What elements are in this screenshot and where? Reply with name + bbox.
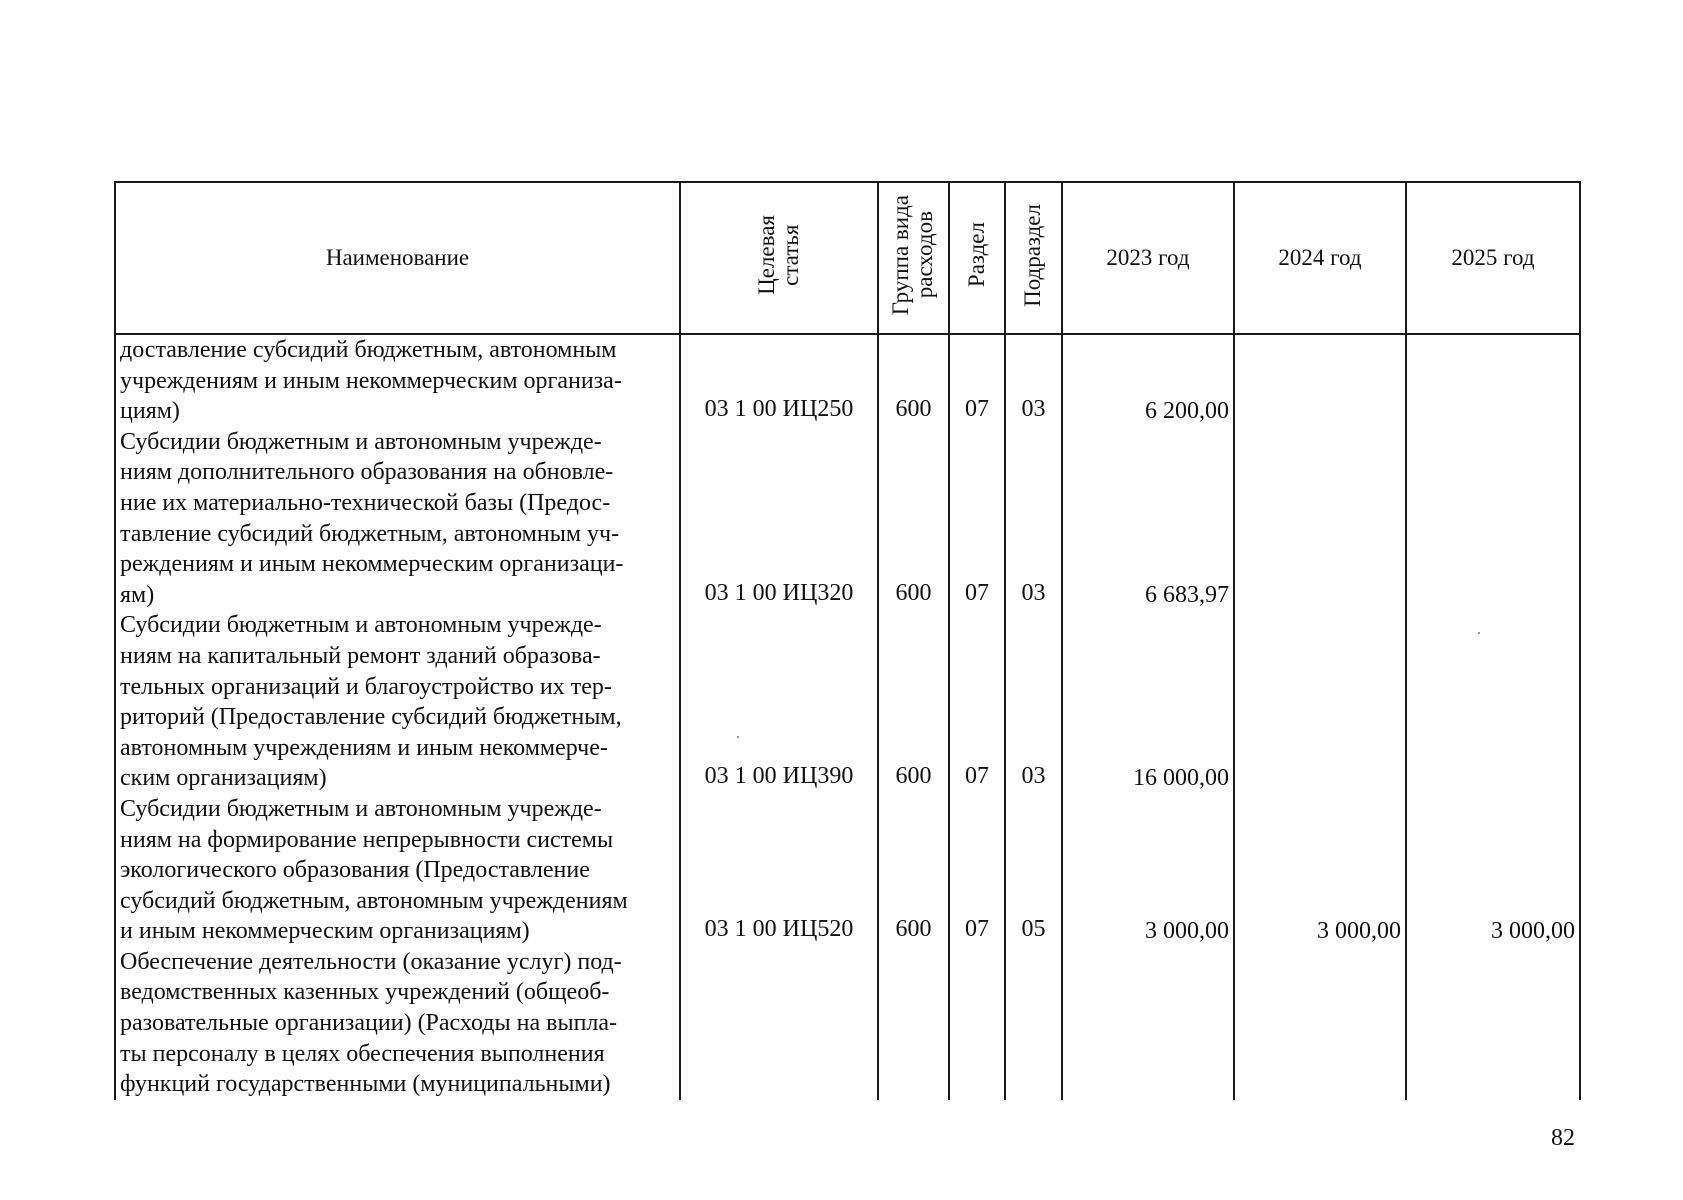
row-amount-2024: [1234, 610, 1406, 794]
header-name: Наименование: [115, 182, 680, 334]
header-section-text: Раздел: [963, 222, 989, 288]
row-name-line: автономным учреждениям и иным некоммерче-: [120, 734, 608, 761]
page-number: 82: [1551, 1125, 1575, 1151]
row-target-article: 03 1 00 ИЦ320: [680, 427, 878, 611]
row-target-article: [680, 947, 878, 1100]
header-subsection-text: Подраздел: [1020, 203, 1046, 307]
row-name-line: Обеспечение деятельности (оказание услуг) под-: [120, 948, 622, 975]
row-amount-2024: [1234, 334, 1406, 427]
scan-speck: [1478, 632, 1480, 634]
row-amount-2025: [1406, 610, 1580, 794]
row-section: [949, 947, 1005, 1100]
row-section: 07: [949, 334, 1005, 427]
row-amount-2025: [1406, 947, 1580, 1100]
row-expense-group: 600: [878, 794, 949, 947]
header-target-article-text: Целевая статья: [753, 215, 803, 295]
row-name-line: ниям дополнительного образования на обновле-: [120, 459, 614, 486]
row-name-line: экологического образования (Предоставление: [120, 857, 590, 884]
header-2024: 2024 год: [1234, 182, 1406, 334]
row-name-line: функций государственными (муниципальными): [120, 1071, 611, 1098]
row-expense-group: [878, 947, 949, 1100]
row-subsection: [1005, 947, 1062, 1100]
row-section: 07: [949, 427, 1005, 611]
row-name: [115, 334, 680, 427]
header-2025: 2025 год: [1406, 182, 1580, 334]
row-name-line: ты персоналу в целях обеспечения выполнения: [120, 1040, 605, 1067]
row-target-article: 03 1 00 ИЦ390: [680, 610, 878, 794]
row-subsection: 05: [1005, 794, 1062, 947]
row-name-line: учреждениям и иным некоммерческим организа-: [120, 367, 622, 394]
row-name: [115, 947, 680, 1100]
row-name-line: ведомственных казенных учреждений (общеоб-: [120, 979, 610, 1006]
header-expense-group: [878, 182, 949, 334]
row-name: [115, 427, 680, 611]
table-row: [115, 947, 1580, 1100]
row-name: [115, 610, 680, 794]
table-header: [115, 182, 1580, 334]
table-row: [115, 334, 1580, 427]
row-section: 07: [949, 794, 1005, 947]
row-name-line: Субсидии бюджетным и автономным учрежде-: [120, 612, 602, 639]
row-subsection: 03: [1005, 427, 1062, 611]
header-section: [949, 182, 1005, 334]
row-name-line: риторий (Предоставление субсидий бюджетным,: [120, 704, 622, 731]
row-name-line: тавление субсидий бюджетным, автономным уч-: [120, 520, 620, 547]
table-body: [115, 334, 1580, 1100]
table-row: [115, 610, 1580, 794]
row-expense-group: 600: [878, 610, 949, 794]
row-expense-group: 600: [878, 427, 949, 611]
row-name-line: Субсидии бюджетным и автономным учрежде-: [120, 428, 602, 455]
row-name-line: ским организациям): [120, 765, 327, 792]
row-section: 07: [949, 610, 1005, 794]
row-amount-2024: [1234, 427, 1406, 611]
row-amount-2023: 3 000,00: [1062, 794, 1234, 947]
header-subsection: [1005, 182, 1062, 334]
row-name-line: и иным некоммерческим организациям): [120, 918, 530, 945]
header-2023: 2023 год: [1062, 182, 1234, 334]
row-target-article: 03 1 00 ИЦ520: [680, 794, 878, 947]
row-name-line: субсидий бюджетным, автономным учреждениям: [120, 887, 628, 914]
row-name-line: Субсидии бюджетным и автономным учрежде-: [120, 795, 602, 822]
row-amount-2024: [1234, 947, 1406, 1100]
row-subsection: 03: [1005, 334, 1062, 427]
row-amount-2023: 6 683,97: [1062, 427, 1234, 611]
table-row: [115, 427, 1580, 611]
row-amount-2025: 3 000,00: [1406, 794, 1580, 947]
row-subsection: 03: [1005, 610, 1062, 794]
row-target-article: 03 1 00 ИЦ250: [680, 334, 878, 427]
row-amount-2025: [1406, 427, 1580, 611]
scan-speck: [737, 736, 739, 738]
row-name-line: реждениям и иным некоммерческим организаци-: [120, 551, 624, 578]
row-expense-group: 600: [878, 334, 949, 427]
row-amount-2025: [1406, 334, 1580, 427]
row-name-line: циям): [120, 398, 180, 425]
row-amount-2023: 16 000,00: [1062, 610, 1234, 794]
row-amount-2023: [1062, 947, 1234, 1100]
row-name: [115, 794, 680, 947]
row-name-line: разовательные организации) (Расходы на выпла-: [120, 1010, 618, 1037]
row-amount-2024: 3 000,00: [1234, 794, 1406, 947]
budget-table: [114, 181, 1581, 1100]
row-name-line: ниям на формирование непрерывности системы: [120, 826, 614, 853]
row-amount-2023: 6 200,00: [1062, 334, 1234, 427]
table-row: [115, 794, 1580, 947]
row-name-line: ниям на капитальный ремонт зданий образова-: [120, 642, 601, 669]
header-target-article: [680, 182, 878, 334]
header-expense-group-text: Группа вида расходов: [888, 194, 938, 316]
row-name-line: тельных организаций и благоустройство их тер-: [120, 673, 612, 700]
row-name-line: доставление субсидий бюджетным, автономным: [120, 337, 617, 363]
row-name-line: ние их материально-технической базы (Предос-: [120, 489, 611, 516]
row-name-line: ям): [120, 581, 155, 608]
